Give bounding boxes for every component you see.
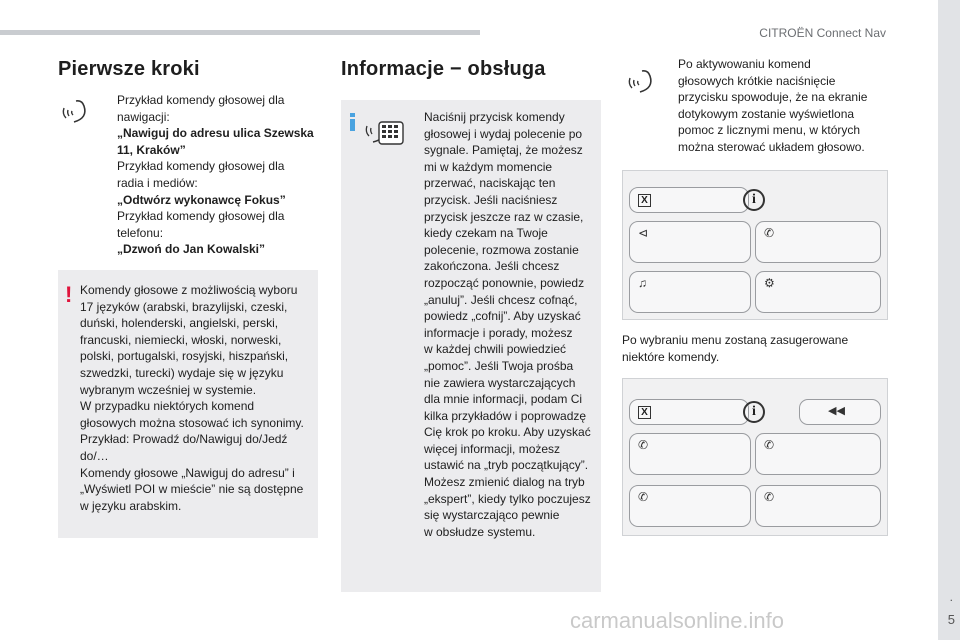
intro-line: głosowych krótkie naciśnięcie <box>678 73 836 88</box>
info-box <box>341 100 601 592</box>
info-line: zakończona. Jeśli chcesz <box>424 259 560 274</box>
menu-settings-button[interactable] <box>755 271 881 313</box>
info-line: „anuluj”. Jeśli chcesz cofnąć, <box>424 292 578 307</box>
header-title: CITROËN Connect Nav <box>759 26 886 40</box>
first-steps-line: „Odtwórz wykonawcę Fokus” <box>117 192 286 207</box>
info-text <box>424 109 596 540</box>
info-line: dla mnie informacji, podam Ci <box>424 392 583 407</box>
info-line: nie zawiera wystarczających <box>424 375 576 390</box>
first-steps-line: Przykład komendy głosowej dla <box>117 159 285 174</box>
page-dot: . <box>949 590 953 604</box>
warning-mark: ! <box>65 282 73 307</box>
warning-text <box>80 282 316 514</box>
warning-line: duński, holenderski, angielski, perski, <box>80 316 279 331</box>
suggestion-button-4[interactable] <box>755 485 881 527</box>
info-marker-icon <box>350 113 355 131</box>
suggested-line: niektóre komendy. <box>622 349 720 364</box>
warning-line: szwedzki, turecki) wydaje się w języku <box>80 365 284 380</box>
voice-button-icon <box>363 114 405 148</box>
info-title: Informacje − obsługa <box>341 58 546 80</box>
warning-line: Komendy głosowe z możliwością wyboru <box>80 283 298 297</box>
warning-line: 17 języków (arabski, brazylijski, czeski, <box>80 299 288 314</box>
header-bar <box>0 30 480 35</box>
voice-command-icon-2 <box>626 66 662 96</box>
info-line: polecenie, rozmowa zostanie <box>424 242 579 257</box>
watermark: carmanualsonline.info <box>570 608 785 633</box>
info-line: „pomoc”. Jeśli Twoja prośba <box>424 358 574 373</box>
warning-line: polski, portugalski, rosyjski, hiszpański, <box>80 349 289 364</box>
first-steps-line: „Nawiguj do adresu ulica Szewska <box>117 126 314 141</box>
phone-icon: ✆ <box>638 490 649 504</box>
music-note-icon: ♫ <box>638 276 647 290</box>
info-line: głosowej i wydaj polecenie po <box>424 126 583 141</box>
info-line: w obsłudze systemu. <box>424 524 536 539</box>
suggestion-button-1[interactable] <box>629 433 751 475</box>
info-line: przerwać, naciskając ten <box>424 176 556 191</box>
intro-line: Po aktywowaniu komend <box>678 57 811 71</box>
info-line: powiedz „cofnij”. Aby uzyskać <box>424 309 581 324</box>
intro-line: dotykowym zostanie wyświetlona <box>678 106 855 121</box>
menu-media-button[interactable] <box>629 271 751 313</box>
intro-line: pomoc z licznymi menu, w których <box>678 123 861 138</box>
suggestion-button-3[interactable] <box>629 485 751 527</box>
warning-line: w języku arabskim. <box>80 498 182 513</box>
info-icon[interactable]: i <box>743 189 765 211</box>
info-line: przycisk jeszcze raz w czasie, <box>424 209 584 224</box>
back-button[interactable] <box>799 399 881 425</box>
warning-line: do/… <box>80 448 109 463</box>
rewind-icon: ◀◀ <box>828 405 845 417</box>
page-number: 5 <box>947 612 955 627</box>
warning-line: „Wyświetl POI w mieście” nie są dostępne <box>80 482 304 497</box>
warning-line: francuski, niemiecki, włoski, norweski, <box>80 332 282 347</box>
menu-navigation-button[interactable] <box>629 221 751 263</box>
warning-line: Komendy głosowe „Nawiguj do adresu” i <box>80 465 295 480</box>
voice-help-intro <box>678 56 888 156</box>
close-field[interactable] <box>629 187 749 213</box>
voice-command-icon <box>60 96 96 126</box>
first-steps-line: Przykład komendy głosowej dla <box>117 209 285 224</box>
menu-phone-button[interactable] <box>755 221 881 263</box>
info-line: więcej informacji, możesz <box>424 441 561 456</box>
info-line: Cię krok po kroku. Aby uzyskać <box>424 425 591 440</box>
warning-line: głosowych można stosować ich synonimy. <box>80 415 304 430</box>
first-steps-line: radia i mediów: <box>117 175 198 190</box>
info-line: kiedy czekam na Twoje <box>424 226 548 241</box>
intro-line: można sterować układem głosowo. <box>678 139 865 154</box>
suggested-commands-text <box>622 332 882 365</box>
info-line: w każdej chwili powiedzieć <box>424 342 567 357</box>
phone-icon: ✆ <box>764 490 775 504</box>
first-steps-text <box>117 92 322 258</box>
warning-line: W przypadku niektórych komend <box>80 399 255 414</box>
close-field-2[interactable] <box>629 399 749 425</box>
info-line: informacje i porady, możesz <box>424 325 573 340</box>
warning-line: wybranym wcześniej w systemie. <box>80 382 257 397</box>
first-steps-line: „Dzwoń do Jan Kowalski” <box>117 242 266 257</box>
close-icon-2[interactable]: X <box>638 406 651 419</box>
info-line: kilka przykładów i poprowadzę <box>424 408 587 423</box>
first-steps-title: Pierwsze kroki <box>58 58 200 80</box>
info-line: przycisk. Jeśli naciśniesz <box>424 192 558 207</box>
first-steps-line: 11, Kraków” <box>117 142 186 157</box>
nav-arrow-icon: ⊲ <box>638 226 649 240</box>
info-line: Naciśnij przycisk komendy <box>424 110 565 124</box>
voice-menu-screen <box>622 170 888 320</box>
first-steps-line: nawigacji: <box>117 109 170 124</box>
warning-box <box>58 270 318 538</box>
info-line: „ekspert”, kiedy tylko poczujesz <box>424 491 591 506</box>
first-steps-line: telefonu: <box>117 225 164 240</box>
info-line: się wystarczająco pewnie <box>424 508 560 523</box>
info-line: Możesz zmienić dialog na tryb <box>424 475 585 490</box>
suggested-line: Po wybraniu menu zostaną zasugerowane <box>622 333 849 347</box>
info-icon-2[interactable]: i <box>743 401 765 423</box>
suggestion-button-2[interactable] <box>755 433 881 475</box>
settings-icon: ⚙ <box>764 276 775 290</box>
phone-icon: ✆ <box>764 226 775 240</box>
info-line: mi w każdym momencie <box>424 159 553 174</box>
intro-line: przycisku spowoduje, że na ekranie <box>678 90 868 105</box>
phone-icon: ✆ <box>764 438 775 452</box>
info-line: rozpocząć ponownie, powiedz <box>424 275 585 290</box>
info-line: sygnale. Pamiętaj, że możesz <box>424 143 583 158</box>
warning-line: Przykład: Prowadź do/Nawiguj do/Jedź <box>80 432 288 447</box>
side-strip <box>938 0 960 640</box>
suggestions-screen <box>622 378 888 536</box>
close-icon[interactable]: X <box>638 194 651 207</box>
first-steps-line: Przykład komendy głosowej dla <box>117 93 285 107</box>
info-line: ustawić na „tryb początkujący”. <box>424 458 589 473</box>
phone-icon: ✆ <box>638 438 649 452</box>
